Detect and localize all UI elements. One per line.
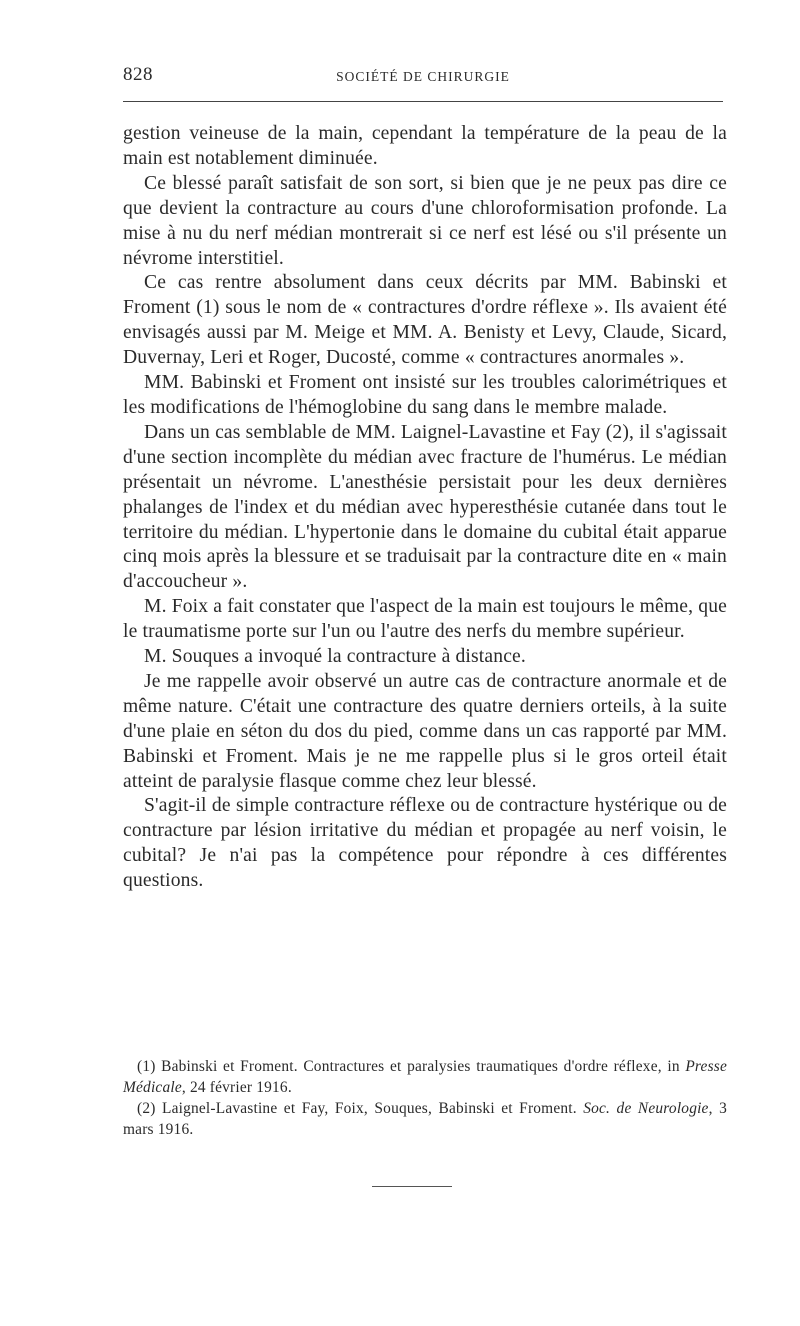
footnote-2-date: , 3 mars 1916. — [123, 1100, 727, 1138]
page-header — [123, 58, 723, 88]
paragraph: Ce cas rentre absolument dans ceux décrits par MM. Babinski et Froment (1) sous le nom de « contractures d'ordre réflexe ». Ils avaient été envisagés aussi par M. Meige et MM. A. Benisty et Levy, Claude, Sicard, Duvernay, Leri et Roger, Ducosté, comme « contractures anormales ». — [123, 272, 727, 369]
paragraph: M. Foix a fait constater que l'aspect de la main est toujours le même, que le traumatisme porte sur l'un ou l'autre des nerfs du membre supérieur. — [123, 596, 727, 643]
footnote-1-date: , 24 février 1916. — [181, 1079, 292, 1096]
paragraph: S'agit-il de simple contracture réflexe ou de contracture hystérique ou de contracture par lésion irritative du médian et propagée au nerf voisin, le cubital? Je n'ai pas la compétence pour répondre à ces différentes questions. — [123, 795, 727, 892]
paragraph: gestion veineuse de la main, cependant la température de la peau de la main est notablement diminuée. — [123, 123, 727, 169]
paragraph: MM. Babinski et Froment ont insisté sur les troubles calorimétriques et les modifications de l'hémoglobine du sang dans le membre malade. — [123, 372, 727, 418]
footnote-2 — [123, 1098, 727, 1140]
footnote-1-text: (1) Babinski et Froment. Contractures et paralysies traumatiques d'ordre réflexe, in — [137, 1058, 686, 1075]
footnote-2-journal: Soc. de Neurologie — [583, 1100, 709, 1117]
header-rule — [123, 101, 723, 102]
running-title: SOCIÉTÉ DE CHIRURGIE — [336, 69, 510, 84]
footnote-1-journal: Presse Médicale — [123, 1058, 727, 1096]
body-text — [123, 122, 727, 894]
paragraph: M. Souques a invoqué la contracture à distance. — [144, 646, 526, 668]
footnote-2-text: (2) Laignel-Lavastine et Fay, Foix, Souques, Babinski et Froment. — [137, 1100, 584, 1117]
footnotes — [123, 1056, 727, 1140]
footnote-1 — [123, 1056, 727, 1098]
paragraph: Ce blessé paraît satisfait de son sort, si bien que je ne peux pas dire ce que devient la contracture au cours d'une chloroformisation profonde. La mise à nu du nerf médian montrerait si ce nerf est lésé ou s'il présente un névrome interstitiel. — [123, 172, 727, 269]
paragraph: Je me rappelle avoir observé un autre cas de contracture anormale et de même nature. C'était une contracture des quatre derniers orteils, à la suite d'une plaie en séton du dos du pied, comme dans un cas rapporté par MM. Babinski et Froment. Mais je ne me rappelle plus si le gros orteil était atteint de paralysie flasque comme chez leur blessé. — [123, 670, 727, 792]
page-number: 828 — [123, 64, 153, 85]
paragraph: Dans un cas semblable de MM. Laignel-Lavastine et Fay (2), il s'agissait d'une section incomplète du médian avec fracture de l'humérus. Le médian présentait un névrome. L'anesthésie persistait pour les deux dernières phalanges de l'index et du médian avec hyperesthésie cutanée dans tout le territoire du médian. L'hypertonie dans le domaine du cubital était apparue cinq mois après la blessure et se traduisait par la contracture dite en « main d'accoucheur ». — [123, 421, 727, 593]
end-rule — [372, 1186, 452, 1187]
